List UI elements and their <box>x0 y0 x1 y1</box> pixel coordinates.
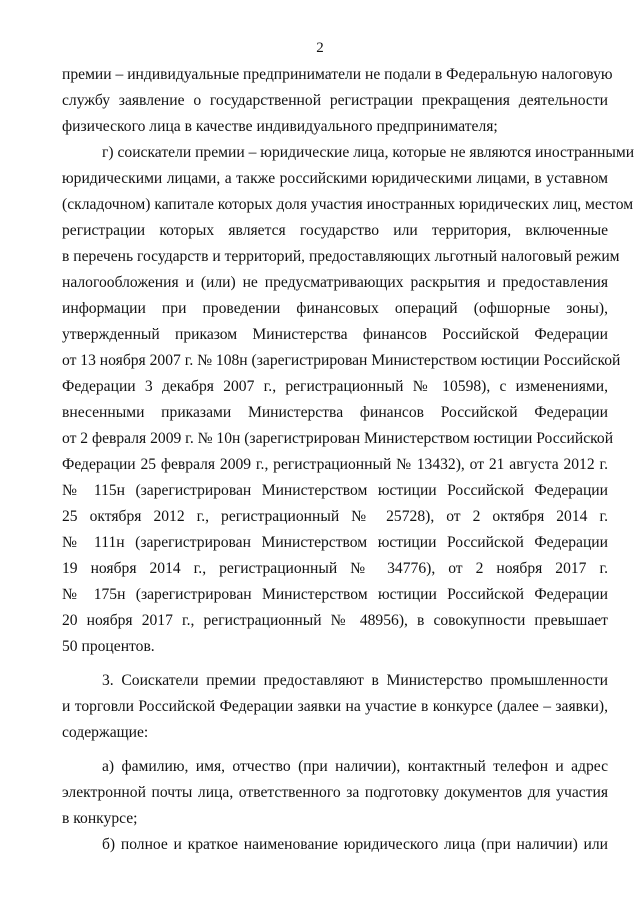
text-line: б) полное и краткое наименование юридического лица (при наличии) или <box>102 836 608 853</box>
page-number: 2 <box>316 40 324 56</box>
paragraph <box>62 668 608 746</box>
text-line: № 111н (зарегистрирован Министерством юстиции Российской Федерации <box>62 534 608 551</box>
text-line: в конкурсе; <box>62 810 138 827</box>
text-line: 19 ноября 2014 г., регистрационный № 34776), от 2 ноября 2017 г. <box>62 560 608 577</box>
text-line: и торговли Российской Федерации заявки на участие в конкурсе (далее – заявки), <box>62 698 608 715</box>
text-line: службу заявление о государственной регистрации прекращения деятельности <box>62 92 608 109</box>
text-line: Федерации 25 февраля 2009 г., регистрационный № 13432), от 21 августа 2012 г. <box>62 456 608 473</box>
text-line: г) соискатели премии – юридические лица, которые не являются иностранными <box>102 144 635 161</box>
text-line: информации при проведении финансовых операций (офшорные зоны), <box>62 300 608 317</box>
text-line: 50 процентов. <box>62 638 155 655</box>
text-line: № 175н (зарегистрирован Министерством юстиции Российской Федерации <box>62 586 608 603</box>
paragraph-gap <box>62 746 608 754</box>
text-line: (складочном) капитале которых доля участия иностранных юридических лиц, местом <box>62 196 634 213</box>
text-line: в перечень государств и территорий, предоставляющих льготный налоговый режим <box>62 248 620 265</box>
text-line: 25 октября 2012 г., регистрационный № 25728), от 2 октября 2014 г. <box>62 508 608 525</box>
text-line: 20 ноября 2017 г., регистрационный № 48956), в совокупности превышает <box>62 612 608 629</box>
paragraph <box>62 62 613 140</box>
text-line: а) фамилию, имя, отчество (при наличии), контактный телефон и адрес <box>102 758 608 775</box>
text-line: юридическими лицами, а также российскими юридическими лицами, в уставном <box>62 170 608 187</box>
paragraph <box>62 754 608 832</box>
text-line: Федерации 3 декабря 2007 г., регистрационный № 10598), с изменениями, <box>62 378 608 395</box>
text-line: налогообложения и (или) не предусматривающих раскрытия и предоставления <box>62 274 608 291</box>
text-line: № 115н (зарегистрирован Министерством юстиции Российской Федерации <box>62 482 608 499</box>
text-line: содержащие: <box>62 724 149 741</box>
text-line: утвержденный приказом Министерства финансов Российской Федерации <box>62 326 608 343</box>
text-line: регистрации которых является государство или территория, включенные <box>62 222 608 239</box>
text-line: от 13 ноября 2007 г. № 108н (зарегистрирован Министерством юстиции Российской <box>62 352 621 369</box>
paragraph <box>62 832 608 858</box>
text-line: физического лица в качестве индивидуального предпринимателя; <box>62 118 498 135</box>
paragraph-gap <box>62 660 608 668</box>
document-body <box>62 62 635 858</box>
paragraph <box>62 140 635 660</box>
text-line: от 2 февраля 2009 г. № 10н (зарегистрирован Министерством юстиции Российской <box>62 430 614 447</box>
text-line: электронной почты лица, ответственного за подготовку документов для участия <box>62 784 608 801</box>
text-line: внесенными приказами Министерства финансов Российской Федерации <box>62 404 608 421</box>
text-line: премии – индивидуальные предприниматели не подали в Федеральную налоговую <box>62 66 613 83</box>
text-line: 3. Соискатели премии предоставляют в Министерство промышленности <box>102 672 608 689</box>
